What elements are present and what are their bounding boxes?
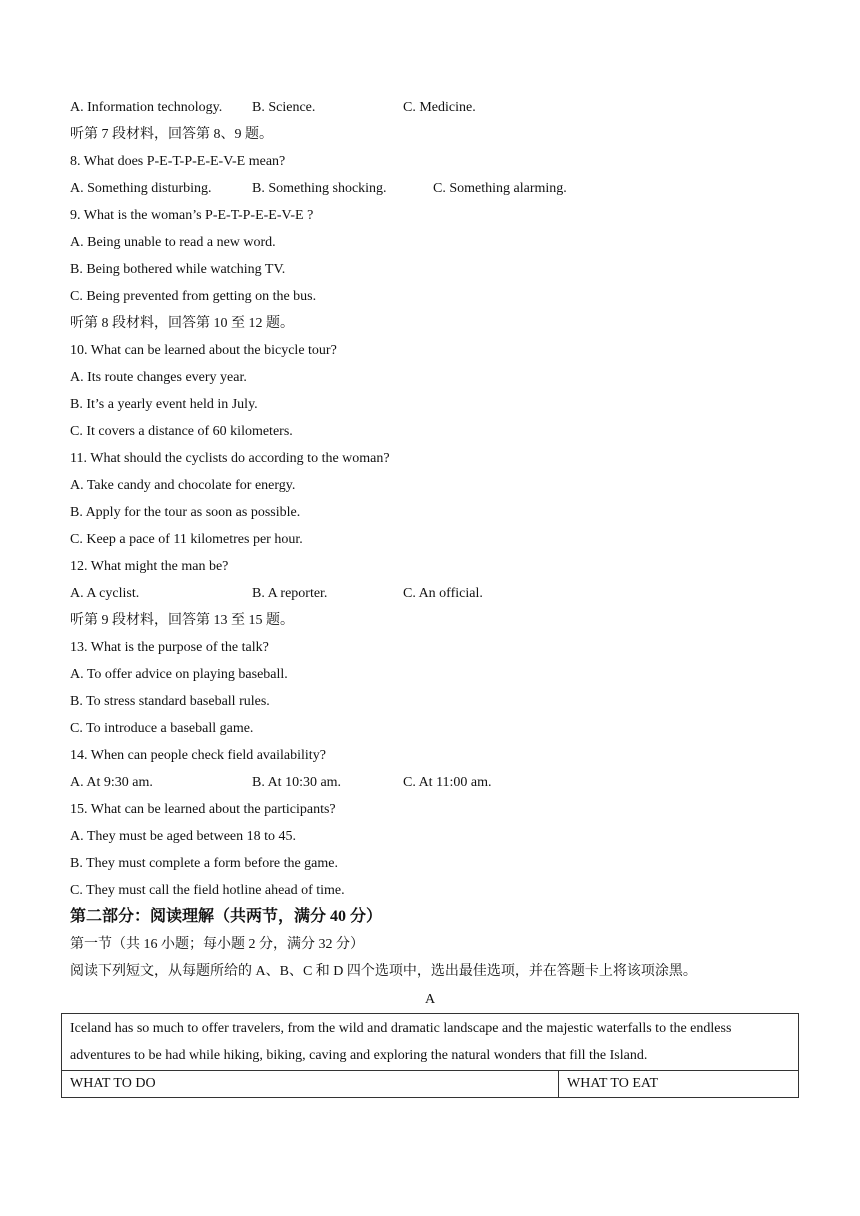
q9-question: 9. What is the woman’s P-E-T-P-E-E-V-E ? bbox=[70, 208, 314, 223]
table-row bbox=[62, 1071, 799, 1098]
instruction-passage-8: 听第 8 段材料，回答第 10 至 12 题。 bbox=[70, 316, 294, 331]
table-header-what-to-do: WHAT TO DO bbox=[62, 1071, 559, 1098]
q10-option-c: C. It covers a distance of 60 kilometers. bbox=[70, 424, 293, 439]
q10-option-b: B. It’s a yearly event held in July. bbox=[70, 397, 258, 412]
q8-option-c: C. Something alarming. bbox=[433, 181, 567, 196]
q8-option-b: B. Something shocking. bbox=[252, 181, 387, 196]
part2-section1: 第一节（共 16 小题；每小题 2 分，满分 32 分） bbox=[70, 937, 364, 952]
q9-option-b: B. Being bothered while watching TV. bbox=[70, 262, 286, 277]
q15-option-c: C. They must call the field hotline ahead of time. bbox=[70, 883, 345, 898]
q13-option-b: B. To stress standard baseball rules. bbox=[70, 694, 270, 709]
q15-option-b: B. They must complete a form before the game. bbox=[70, 856, 338, 871]
q9-option-c: C. Being prevented from getting on the bus. bbox=[70, 289, 317, 304]
q13-question: 13. What is the purpose of the talk? bbox=[70, 640, 269, 655]
table-intro: Iceland has so much to offer travelers, from the wild and dramatic landscape and the majestic waterfalls to the endless adventures to be had while hiking, biking, caving and exploring the natural wonders that fill the Island. bbox=[62, 1014, 799, 1071]
q8-option-a: A. Something disturbing. bbox=[70, 181, 212, 196]
q12-option-b: B. A reporter. bbox=[252, 586, 328, 601]
table-header-what-to-eat: WHAT TO EAT bbox=[559, 1071, 799, 1098]
part2-instructions: 阅读下列短文，从每题所给的 A、B、C 和 D 四个选项中，选出最佳选项，并在答题卡上将该项涂黑。 bbox=[70, 964, 697, 979]
q11-option-a: A. Take candy and chocolate for energy. bbox=[70, 478, 296, 493]
q7-options bbox=[70, 99, 770, 117]
q12-option-a: A. A cyclist. bbox=[70, 586, 140, 601]
table-row bbox=[62, 1014, 799, 1071]
q12-options bbox=[70, 585, 770, 603]
iceland-table bbox=[61, 1013, 799, 1098]
q12-option-c: C. An official. bbox=[403, 586, 483, 601]
q15-option-a: A. They must be aged between 18 to 45. bbox=[70, 829, 297, 844]
q14-option-a: A. At 9:30 am. bbox=[70, 775, 153, 790]
q14-option-c: C. At 11:00 am. bbox=[403, 775, 492, 790]
q8-options bbox=[70, 180, 770, 198]
q13-option-c: C. To introduce a baseball game. bbox=[70, 721, 254, 736]
q8-question: 8. What does P-E-T-P-E-E-V-E mean? bbox=[70, 154, 286, 169]
q7-option-a: A. Information technology. bbox=[70, 100, 223, 115]
q10-option-a: A. Its route changes every year. bbox=[70, 370, 247, 385]
q7-option-b: B. Science. bbox=[252, 100, 316, 115]
q9-option-a: A. Being unable to read a new word. bbox=[70, 235, 276, 250]
instruction-passage-7: 听第 7 段材料，回答第 8、9 题。 bbox=[70, 127, 273, 142]
q15-question: 15. What can be learned about the participants? bbox=[70, 802, 336, 817]
q14-question: 14. When can people check field availability? bbox=[70, 748, 326, 763]
q10-question: 10. What can be learned about the bicycle tour? bbox=[70, 343, 337, 358]
q11-option-b: B. Apply for the tour as soon as possible. bbox=[70, 505, 301, 520]
q13-option-a: A. To offer advice on playing baseball. bbox=[70, 667, 288, 682]
q11-option-c: C. Keep a pace of 11 kilometres per hour. bbox=[70, 532, 303, 547]
q14-options bbox=[70, 774, 770, 792]
q14-option-b: B. At 10:30 am. bbox=[252, 775, 342, 790]
instruction-passage-9: 听第 9 段材料，回答第 13 至 15 题。 bbox=[70, 613, 294, 628]
q11-question: 11. What should the cyclists do according to the woman? bbox=[70, 451, 390, 466]
part2-heading: 第二部分：阅读理解（共两节，满分 40 分） bbox=[70, 908, 383, 925]
q12-question: 12. What might the man be? bbox=[70, 559, 229, 574]
passage-label: A bbox=[424, 992, 436, 1007]
q7-option-c: C. Medicine. bbox=[403, 100, 476, 115]
